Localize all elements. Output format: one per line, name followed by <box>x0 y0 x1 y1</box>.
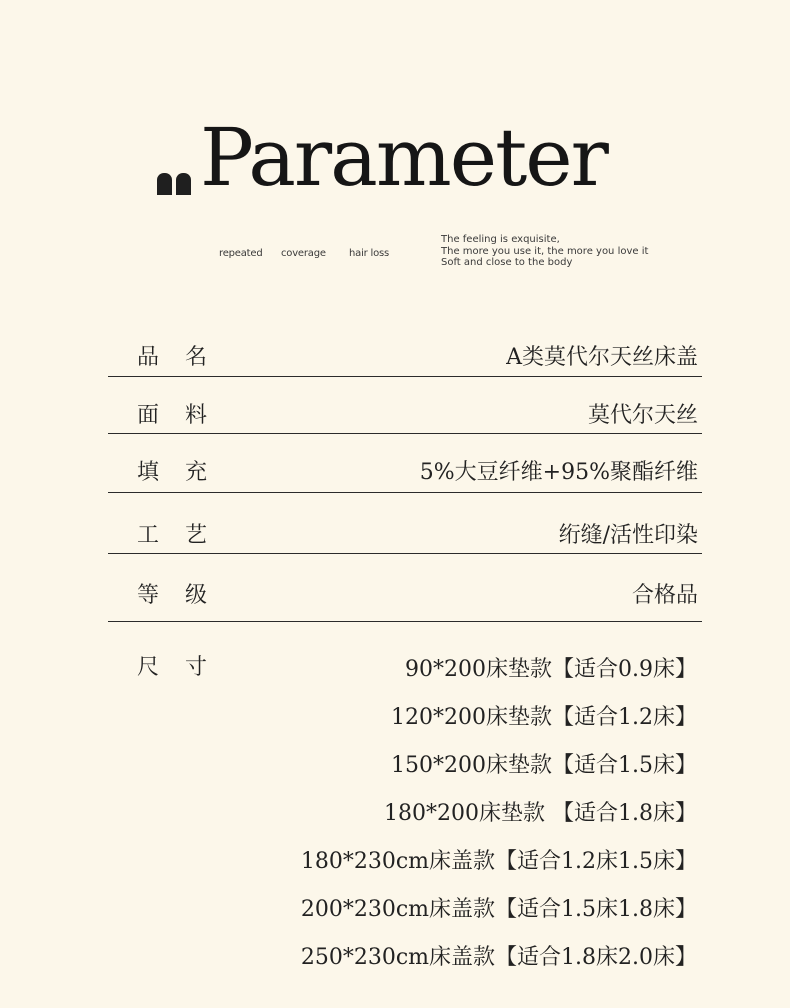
tagline-line: The feeling is exquisite, <box>441 234 560 245</box>
tagline-line: The more you use it, the more you love it <box>441 245 649 257</box>
divider <box>108 433 702 434</box>
param-value: 合格品 <box>631 583 698 608</box>
param-label: 填充 <box>137 460 234 485</box>
param-label: 等级 <box>137 583 234 608</box>
tagline <box>441 234 648 269</box>
page-title: Parameter <box>200 111 607 204</box>
size-item: 180*200床垫款 【适合1.8床】 <box>384 801 697 826</box>
divider <box>108 621 702 622</box>
tagline-line: Soft and close to the body <box>441 257 573 268</box>
param-label: 品名 <box>137 345 234 370</box>
param-label: 尺寸 <box>137 655 234 680</box>
param-label: 工艺 <box>137 523 234 548</box>
size-item: 250*230cm床盖款【适合1.8床2.0床】 <box>300 945 697 970</box>
tag-coverage: coverage <box>281 248 326 259</box>
tag-repeated: repeated <box>219 248 263 259</box>
param-value: 5%大豆纤维+95%聚酯纤维 <box>419 460 698 485</box>
param-value: 莫代尔天丝 <box>587 403 698 428</box>
divider <box>108 553 702 554</box>
size-item: 150*200床垫款【适合1.5床】 <box>391 753 697 778</box>
logo-mark-icon <box>157 173 191 195</box>
size-item: 200*230cm床盖款【适合1.5床1.8床】 <box>300 897 697 922</box>
param-value: 绗缝/活性印染 <box>558 523 698 548</box>
param-value: A类莫代尔天丝床盖 <box>506 345 698 370</box>
size-item: 90*200床垫款【适合0.9床】 <box>405 657 697 682</box>
param-label: 面料 <box>137 403 234 428</box>
tag-hair-loss: hair loss <box>349 248 390 259</box>
divider <box>108 376 702 377</box>
size-item: 120*200床垫款【适合1.2床】 <box>391 705 697 730</box>
size-item: 180*230cm床盖款【适合1.2床1.5床】 <box>300 849 697 874</box>
divider <box>108 492 702 493</box>
